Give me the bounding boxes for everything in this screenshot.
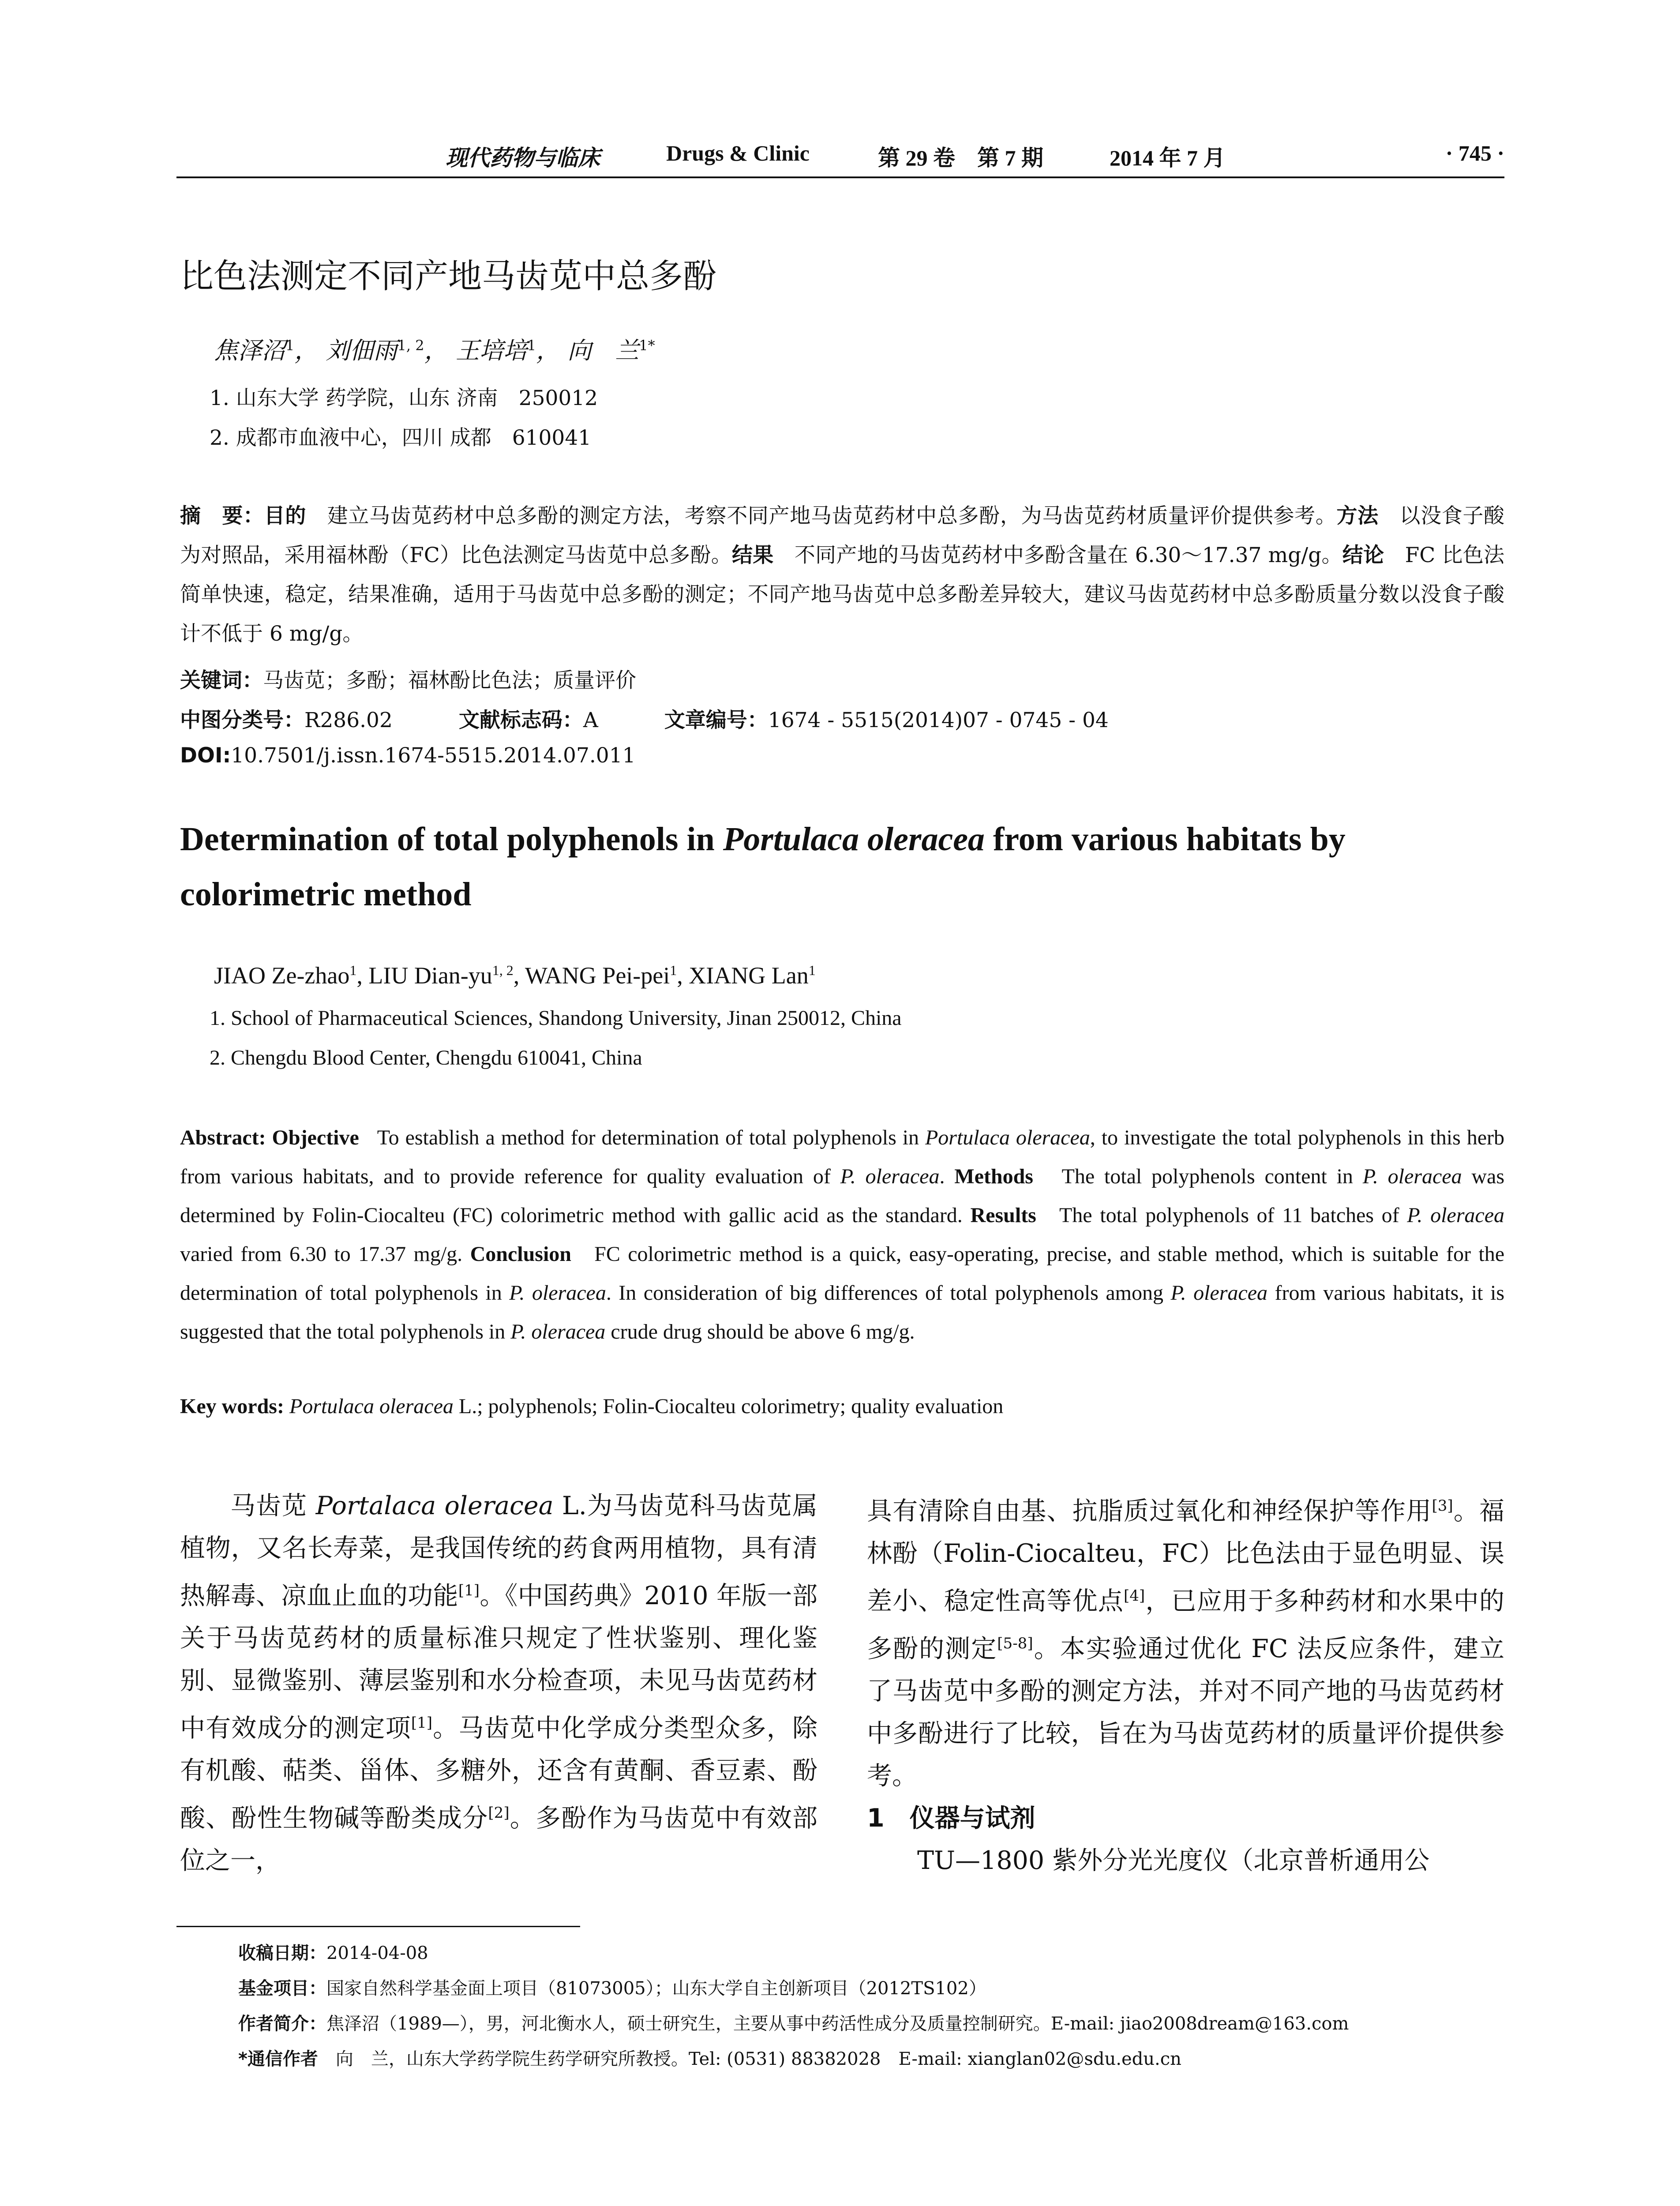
conclusion-text: FC 比色法简单快速，稳定，结果准确，适用于马齿苋中总多酚的测定；不同产地马齿苋中总多酚差异较大，建议马齿苋药材中总多酚质量分数以没食子酸计不低于 6 mg/g。 [180, 543, 1505, 646]
body-text: 。福林酚（Folin-Ciocalteu，FC）比色法由于显色明显、误差小、稳定性高等优点 [867, 1497, 1505, 1616]
objective-text: . [939, 1165, 945, 1188]
journal-name-en: Drugs & Clinic [666, 141, 810, 165]
body-text: 。本实验通过优化 FC 法反应条件，建立了马齿苋中多酚的测定方法，并对不同产地的马齿苋药材中多酚进行了比较，旨在为马齿苋药材的质量评价提供参考。 [867, 1634, 1505, 1790]
abstract-label: 摘 要： [180, 504, 264, 528]
methods-text: The total polyphenols content in [1061, 1165, 1363, 1188]
footnote-label: 收稿日期： [238, 1943, 326, 1963]
citation-link[interactable]: [1] [411, 1714, 432, 1732]
footnote-received [238, 1939, 428, 1964]
doi-link[interactable]: 10.7501/j.issn.1674-5515.2014.07.011 [231, 743, 636, 768]
clc-label: 中图分类号： [180, 708, 304, 732]
conclusion-text: crude drug should be above 6 mg/g. [605, 1320, 915, 1343]
author-affiliation-mark: 1* [639, 337, 655, 354]
keywords-label: 关键词： [180, 668, 263, 693]
page-number: · 745 · [1445, 141, 1504, 165]
results-text: The total polyphenols of 11 batches of [1059, 1204, 1407, 1227]
conclusion-text: from various habitats, it is suggested that the total polyphenols in [180, 1281, 1505, 1343]
english-abstract [180, 1118, 1504, 1351]
citation-link[interactable]: [1] [458, 1582, 480, 1599]
english-keywords [180, 1394, 1003, 1418]
methods-label: 方法 [1336, 504, 1379, 528]
species-name: Portulaca oleracea [925, 1126, 1090, 1149]
title-text: from various habitats by colorimetric method [180, 821, 1346, 913]
volume-issue: 第 29 卷 第 7 期 [878, 146, 1043, 170]
body-text: 具有清除自由基、抗脂质过氧化和神经保护等作用 [867, 1497, 1432, 1526]
species-name: P. oleracea [510, 1320, 606, 1343]
keywords-label: Key words: [180, 1395, 284, 1418]
header-rule [176, 176, 1504, 178]
footnote-label: 基金项目： [238, 1978, 326, 1999]
footnote-text: 国家自然科学基金面上项目（81073005）；山东大学自主创新项目（2012TS102） [326, 1978, 986, 1999]
chinese-title: 比色法测定不同产地马齿苋中总多酚 [180, 256, 716, 296]
chinese-affiliation: 1. 山东大学 药学院，山东 济南 250012 [210, 386, 598, 410]
footnote-author-bio [238, 2010, 1349, 2035]
abstract-label: Abstract: [180, 1126, 266, 1149]
footnote-corresponding [238, 2045, 1181, 2070]
footnote-text: 向 兰，山东大学药学院生药学研究所教授。Tel: (0531) 88382028 E-mail: xianglan02@sdu.edu.cn [318, 2049, 1181, 2069]
english-affiliation: 2. Chengdu Blood Center, Chengdu 610041, China [210, 1046, 642, 1069]
methods-text: 以没食子酸为对照品，采用福林酚（FC）比色法测定马齿苋中总多酚。 [180, 504, 1505, 567]
clc-value: R286.02 [304, 708, 393, 732]
results-label: 结果 [731, 543, 774, 567]
footnote-text: 2014-04-08 [326, 1943, 428, 1963]
citation-link[interactable]: [2] [488, 1804, 510, 1822]
author-name: 王培培 [455, 337, 527, 364]
doc-code-value: A [583, 708, 598, 732]
methods-label: Methods [954, 1165, 1033, 1188]
author-affiliation-mark: 1 [527, 337, 536, 354]
doi-line [180, 743, 636, 768]
species-name: P. oleracea [509, 1281, 606, 1305]
english-title [180, 812, 1508, 922]
conclusion-label: Conclusion [470, 1242, 571, 1266]
issue-date: 2014 年 7 月 [1110, 146, 1226, 170]
species-name: P. oleracea [1407, 1204, 1505, 1227]
objective-label: 目的 [264, 504, 306, 528]
author-name: XIANG Lan [689, 962, 809, 989]
author-affiliation-mark: 1, 2 [397, 337, 424, 354]
citation-link[interactable]: [4] [1124, 1587, 1145, 1605]
chinese-authors: 焦泽沼$^1$， 刘佃雨$^{1, 2}$， 王培培$^1$， 向 兰$^{1*}$ [214, 337, 655, 364]
results-text: varied from 6.30 to 17.37 mg/g. [180, 1242, 463, 1266]
author-name: JIAO Ze-zhao [214, 962, 350, 989]
author-affiliation-mark: 1 [808, 962, 816, 978]
objective-text: To establish a method for determination of total polyphenols in [377, 1126, 925, 1149]
species-name: P. oleracea [840, 1165, 940, 1188]
species-name: Portalaca oleracea [315, 1491, 554, 1520]
author-affiliation-mark: 1 [349, 962, 357, 978]
english-affiliation: 1. School of Pharmaceutical Sciences, Shandong University, Jinan 250012, China [210, 1006, 902, 1030]
objective-text: , to investigate the total polyphenols in this herb from various habitats, and to provide reference for quality evaluation of [180, 1126, 1505, 1188]
journal-name-cn: 现代药物与临床 [446, 145, 600, 171]
body-text: 。多酚作为马齿苋中有效部位之一， [180, 1804, 818, 1875]
footnote-label: *通信作者 [238, 2049, 318, 2069]
title-text: Determination of total polyphenols in [180, 821, 723, 858]
doc-code-label: 文献标志码： [458, 708, 583, 732]
footnote-fund [238, 1974, 986, 2000]
article-number-value: 1674 - 5515(2014)07 - 0745 - 04 [768, 708, 1109, 732]
keywords-text: L.; polyphenols; Folin-Ciocalteu colorimetry; quality evaluation [453, 1395, 1004, 1418]
classification-line [180, 704, 1109, 733]
doi-label: DOI: [180, 743, 231, 768]
body-text: 。《中国药典》2010 年版一部关于马齿苋药材的质量标准只规定了性状鉴别、理化鉴别、显微鉴别、薄层鉴别和水分检查项，未见马齿苋药材中有效成分的测定项 [180, 1581, 818, 1743]
footnote-rule [176, 1926, 580, 1927]
title-species-name: Portulaca oleracea [723, 821, 985, 858]
body-text: 马齿苋 [230, 1491, 316, 1520]
english-authors: JIAO Ze-zhao$^1$, LIU Dian-yu$^{1, 2}$, WANG Pei-pei$^1$, XIANG Lan$^1$ [214, 962, 816, 989]
body-text: L.为马齿苋科马齿苋属植物，又名长寿菜，是我国传统的药食两用植物，具有清热解毒、凉血止血的功能 [180, 1491, 818, 1610]
citation-link[interactable]: [3] [1432, 1497, 1453, 1515]
chinese-affiliation: 2. 成都市血液中心，四川 成都 610041 [210, 426, 592, 450]
body-paragraph [180, 1485, 818, 1882]
body-column-right [867, 1485, 1504, 1882]
citation-link[interactable]: [5-8] [997, 1635, 1033, 1652]
results-label: Results [970, 1204, 1036, 1227]
author-name: 焦泽沼 [214, 337, 285, 364]
author-name: WANG Pei-pei [525, 962, 670, 989]
body-text: 。马齿苋中化学成分类型众多，除有机酸、萜类、甾体、多糖外，还含有黄酮、香豆素、酚酸、酚性生物碱等酚类成分 [180, 1714, 818, 1833]
body-paragraph [867, 1485, 1504, 1797]
section-heading: 1 仪器与试剂 [867, 1804, 1035, 1833]
species-name: P. oleracea [1170, 1281, 1268, 1305]
author-name: 刘佃雨 [326, 337, 398, 364]
conclusion-label: 结论 [1342, 543, 1384, 567]
species-name: P. oleracea [1362, 1165, 1462, 1188]
article-number-label: 文章编号： [664, 708, 768, 732]
keywords-text: 马齿苋；多酚；福林酚比色法；质量评价 [263, 668, 636, 693]
author-name: 向 兰 [567, 337, 639, 364]
body-paragraph: TU—1800 紫外分光光度仪（北京普析通用公 [917, 1846, 1430, 1875]
chinese-abstract [180, 496, 1504, 653]
author-name: LIU Dian-yu [368, 962, 492, 989]
footnote-label: 作者简介： [238, 2014, 326, 2034]
conclusion-text: . In consideration of big differences of total polyphenols among [606, 1281, 1171, 1305]
species-name: Portulaca oleracea [289, 1395, 454, 1418]
running-header [176, 140, 1504, 176]
body-text: ，已应用于多种药材和水果中的多酚的测定 [867, 1587, 1505, 1663]
author-affiliation-mark: 1 [285, 337, 295, 354]
author-affiliation-mark: 1, 2 [492, 962, 514, 978]
conclusion-text: FC colorimetric method is a quick, easy-operating, precise, and stable method, which is suitable for the determination of total polyphenols in [180, 1242, 1505, 1305]
methods-text: was determined by Folin-Ciocalteu (FC) colorimetric method with gallic acid as the standard. [180, 1165, 1505, 1227]
body-column-left [180, 1485, 818, 1882]
results-text: 不同产地的马齿苋药材中多酚含量在 6.30～17.37 mg/g。 [794, 543, 1342, 567]
footnote-text: 焦泽沼（1989—），男，河北衡水人，硕士研究生，主要从事中药活性成分及质量控制研究。E-mail: jiao2008dream@163.com [326, 2014, 1349, 2034]
objective-text: 建立马齿苋药材中总多酚的测定方法，考察不同产地马齿苋药材中总多酚，为马齿苋药材质量评价提供参考。 [327, 504, 1337, 528]
author-affiliation-mark: 1 [670, 962, 677, 978]
objective-label: Objective [272, 1126, 359, 1149]
chinese-keywords [180, 664, 636, 694]
